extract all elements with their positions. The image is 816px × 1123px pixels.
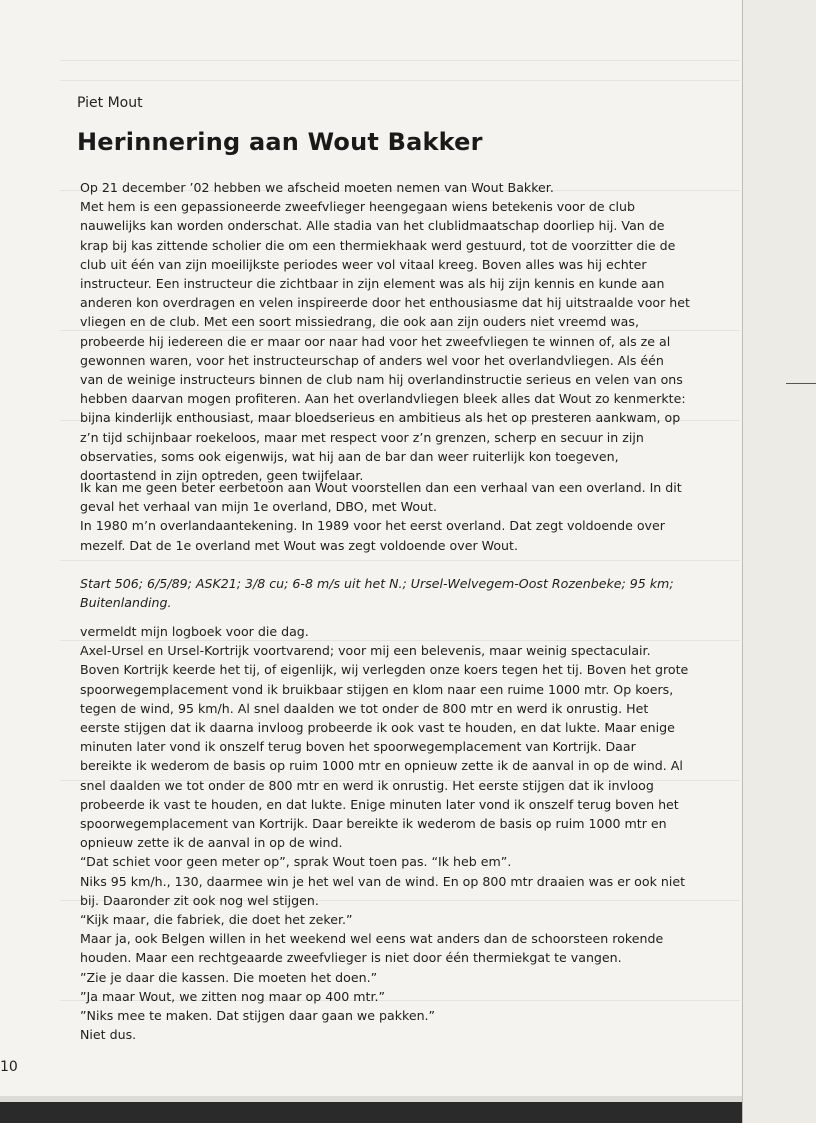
text-line: Axel-Ursel en Ursel-Kortrijk voortvarend; voor mij een belevenis, maar weinig spectaculair. Boven Kortrijk keerde het tij, of eigenlijk, wij verlegden onze koers tegen het tij. Boven het grote spoorwegemplacement vond ik bruikbaar stijgen en klom naar een ruime 1000 mtr. Op koers, tegen de wind, 95 km/h. Al snel daalden we tot onder de 800 mtr en werd ik onrustig. Het eerste stijgen dat ik daarna invloog probeerde ik ook vast te houden, en dat lukte. Maar enige minuten later vond ik onszelf terug boven het spoorwegemplacement van Kortrijk. Daar bereikte ik wederom de basis op ruim 1000 mtr en opnieuw zette ik de aanval in op de wind. Al snel daalden we tot onder de 800 mtr en werd ik onrustig. Het eerste stijgen dat ik invloog probeerde ik vast te houden, en dat lukte. Enige minuten later vond ik onszelf terug boven het spoorwegemplacement van Kortrijk. Daar bereikte ik wederom de basis op ruim 1000 mtr en opnieuw zette ik de aanval in op de wind. [80, 643, 689, 851]
text-line: ”Niks mee te maken. Dat stijgen daar gaan we pakken.” [80, 1008, 436, 1024]
text-line: “Kijk maar, die fabriek, die doet het zeker.” [80, 912, 353, 928]
text-line: vermeldt mijn logboek voor die dag. [80, 624, 309, 639]
text-line: Op 21 december ’02 hebben we afscheid moeten nemen van Wout Bakker. [80, 180, 554, 195]
text-line: ”Zie je daar die kassen. Die moeten het doen.” [80, 969, 378, 985]
text-line: Niks 95 km/h., 130, daarmee win je het wel van de wind. En op 800 mtr draaien was er ook niet bij. Daaronder zit ook nog wel stijgen. [80, 873, 686, 908]
scan-edge-dark [0, 1102, 742, 1123]
text-line: “Dat schiet voor geen meter op”, sprak Wout toen pas. “Ik heb em”. [80, 854, 512, 870]
adjacent-page-edge [742, 0, 816, 1123]
text-line: Maar ja, ook Belgen willen in het weekend wel eens wat anders dan de schoorsteen rokende houden. Maar een rechtgeaarde zweefvlieger is niet door één thermiekgat te vangen. [80, 931, 664, 966]
text-line: In 1980 m’n overlandaantekening. In 1989 voor het eerst overland. Dat zegt voldoende over mezelf. Dat de 1e overland met Wout was zegt voldoende over Wout. [80, 518, 665, 553]
intro-paragraph [80, 178, 690, 485]
text-line: ”Ja maar Wout, we zitten nog maar op 400 mtr.” [80, 988, 386, 1004]
flight-story [80, 622, 690, 1044]
tribute-paragraph [80, 478, 690, 555]
logbook-entry [80, 574, 690, 612]
page-number: 10 [0, 1059, 18, 1075]
article-title: Herinnering aan Wout Bakker [77, 128, 483, 156]
text-line: Start 506; 6/5/89; ASK21; 3/8 cu; 6-8 m/s uit het N.; Ursel-Welvegem-Oost Rozenbeke; 95 km; Buitenlanding. [80, 576, 674, 611]
adjacent-page-rule [786, 383, 816, 384]
text-line: Ik kan me geen beter eerbetoon aan Wout voorstellen dan een verhaal van een overland. In dit geval het verhaal van mijn 1e overland, DBO, met Wout. [80, 480, 682, 515]
text-line: Niet dus. [80, 1027, 137, 1043]
text-line: Met hem is een gepassioneerde zweefvlieger heengegaan wiens betekenis voor de club nauwelijks kan worden onderschat. Alle stadia van het clublidmaatschap doorliep hij. Van de krap bij kas zittende scholier die om een thermiekhaak werd gestuurd, tot de voorzitter die de club uit één van zijn moeilijkste periodes weer vol vitaal kreeg. Boven alles was hij echter instructeur. Een instructeur die zichtbaar in zijn element was als hij zijn kennis en kunde aan anderen kon overdragen en velen inspireerde door het enthousiasme dat hij uitstraalde voor het vliegen en de club. Met een soort missiedrang, die ook aan zijn ouders niet vreemd was, probeerde hij iedereen die er maar oor naar had voor het zweefvliegen te winnen of, als ze al gewonnen waren, voor het instructeurschap of anders wel voor het overlandvliegen. Als één van de weinige instructeurs binnen de club nam hij overlandinstructie serieus en velen van ons hebben daarvan mogen profiteren. Aan het overlandvliegen bleek alles dat Wout zo kenmerkte: bijna kinderlijk enthousiast, maar bloedserieus en ambitieus als het op presteren aankwam, op z’n tijd schijnbaar roekeloos, maar met respect voor z’n grenzen, scherp en secuur in zijn observaties, soms ook eigenwijs, wat hij aan de bar dan weer ruiterlijk kon toegeven, doortastend in zijn optreden, geen twijfelaar. [80, 199, 690, 484]
author-name: Piet Mout [77, 95, 143, 111]
